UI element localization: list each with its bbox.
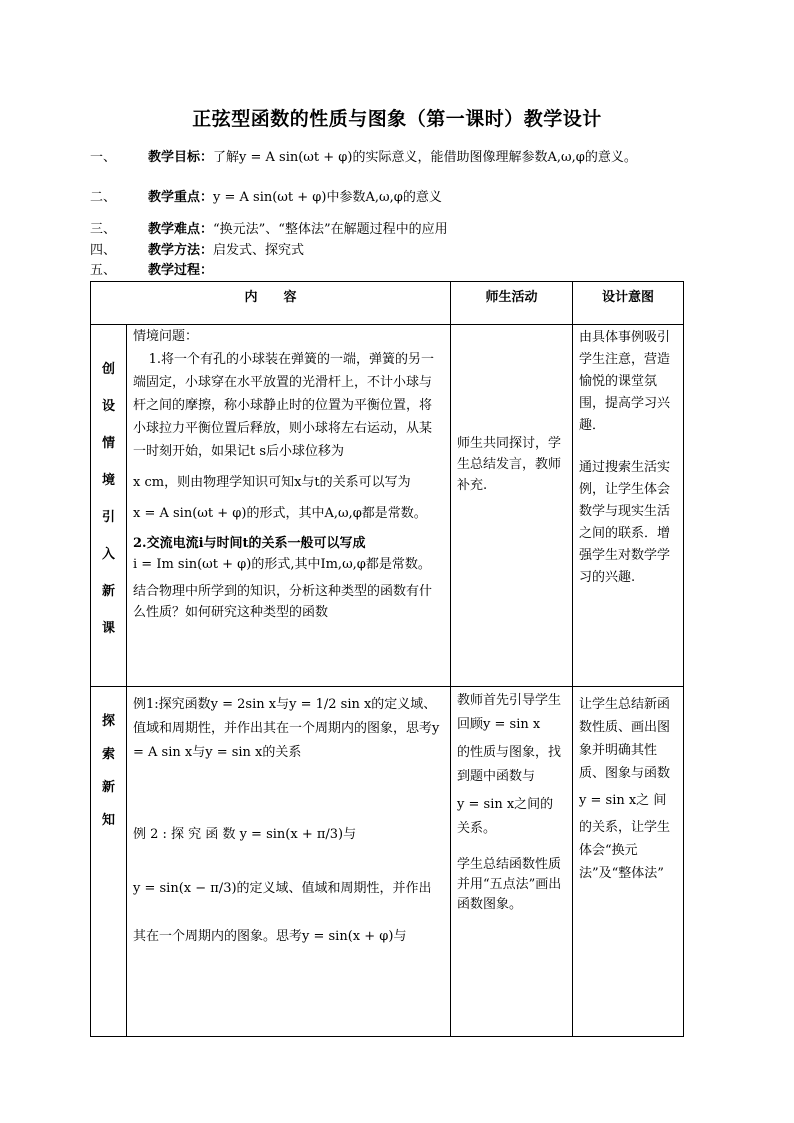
intent-cell bbox=[573, 325, 684, 687]
intent-text: y = sin x之 间 bbox=[579, 793, 667, 808]
teaching-process-table bbox=[90, 281, 684, 1037]
content-line: i = Im sin(ωt + φ)的形式,其中Im,ω,φ都是常数。 bbox=[133, 557, 431, 573]
section-key-point bbox=[90, 190, 442, 206]
header-activity: 师生活动 bbox=[451, 282, 573, 325]
intent-text: 的关系，让学生体会“换元法”及“整体法” bbox=[579, 820, 671, 881]
content-line: 例 2 : 探 究 函 数 y = sin(x + π/3)与 bbox=[133, 827, 357, 842]
section-label: 教学难点： bbox=[148, 222, 214, 237]
activity-text: 学生总结函数性质并用“五点法”画出函数图象。 bbox=[457, 857, 562, 912]
section-label: 教学目标： bbox=[148, 150, 214, 165]
table-row bbox=[91, 687, 684, 1037]
content-line: 情境问题： bbox=[133, 329, 199, 344]
table-header-row bbox=[91, 282, 684, 325]
section-number: 一、 bbox=[90, 150, 117, 165]
content-line: x = A sin(ωt + φ)的形式，其中A,ω,φ都是常数。 bbox=[133, 505, 427, 521]
table-row bbox=[91, 325, 684, 687]
intent-text: 通过搜索生活实例，让学生体会数学与现实生活之间的联系．增强学生对数学学习的兴趣. bbox=[579, 460, 671, 585]
content-line: 例1:探究函数y = 2sin x与y = 1/2 sin x的定义域、值域和周期性，并作出其在一个周期内的图象，思考y = A sin x与y = sin x的关系 bbox=[133, 697, 440, 760]
content-line: 其在一个周期内的图象。思考y = sin(x + φ)与 bbox=[133, 929, 407, 944]
section-label: 教学方法： bbox=[148, 243, 214, 258]
section-text: “换元法”、“整体法”在解题过程中的应用 bbox=[213, 222, 448, 237]
header-intent: 设计意图 bbox=[573, 282, 684, 325]
section-method bbox=[90, 243, 304, 259]
section-text: 了解y = A sin(ωt + φ)的实际意义，能借助图像理解参数A,ω,φ的意义。 bbox=[213, 150, 637, 165]
section-difficulty bbox=[90, 222, 448, 238]
section-label: 教学过程： bbox=[148, 263, 214, 278]
section-objective bbox=[90, 150, 637, 166]
activity-text: y = sin x之间的关系。 bbox=[457, 797, 554, 836]
activity-cell bbox=[451, 687, 573, 1037]
section-process bbox=[90, 263, 213, 279]
activity-text: 教师首先引导学生回顾y = sin x bbox=[457, 693, 562, 732]
section-label: 教学重点： bbox=[148, 190, 214, 205]
intent-text: 让学生总结新函数性质、画出图象并明确其性质、图象与函数 bbox=[579, 697, 671, 781]
intent-cell bbox=[573, 687, 684, 1037]
stage-label: 探 索 新 知 bbox=[91, 687, 127, 1037]
content-line: 2.交流电流i与时间t的关系一般可以写成 bbox=[133, 536, 366, 552]
content-line: 结合物理中所学到的知识，分析这种类型的函数有什么性质？如何研究这种类型的函数 bbox=[133, 583, 433, 620]
page-title: 正弦型函数的性质与图象（第一课时）教学设计 bbox=[192, 108, 602, 130]
section-number: 四、 bbox=[90, 243, 117, 258]
header-content: 内 容 bbox=[91, 282, 451, 325]
intent-text: 由具体事例吸引学生注意，营造愉悦的课堂氛围，提高学习兴趣． bbox=[579, 330, 671, 433]
section-number: 二、 bbox=[90, 190, 117, 205]
content-cell bbox=[127, 325, 451, 687]
content-line: x cm，则由物理学知识可知x与t的关系可以写为 bbox=[133, 474, 411, 490]
stage-label: 创 设 情 境 引 入 新 课 bbox=[91, 325, 127, 687]
section-number: 五、 bbox=[90, 263, 117, 278]
content-line: 1.将一个有孔的小球装在弹簧的一端，弹簧的另一端固定，小球穿在水平放置的光滑杆上，不计小球与杆之间的摩擦，称小球静止时的位置为平衡位置，将小球拉力平衡位置后释放，则小球将左右运动，从某一时刻开始，如果记t s后小球位移为 bbox=[133, 351, 434, 459]
section-text: y = A sin(ωt + φ)中参数A,ω,φ的意义 bbox=[213, 190, 442, 205]
content-cell bbox=[127, 687, 451, 1037]
activity-text: 的性质与图象，找到题中函数与 bbox=[457, 745, 562, 784]
activity-cell: 师生共同探讨，学生总结发言，教师补充. bbox=[451, 325, 573, 687]
content-line: y = sin(x − π/3)的定义域、值域和周期性，并作出 bbox=[133, 881, 432, 896]
section-number: 三、 bbox=[90, 222, 117, 237]
section-text: 启发式、探究式 bbox=[213, 243, 305, 258]
